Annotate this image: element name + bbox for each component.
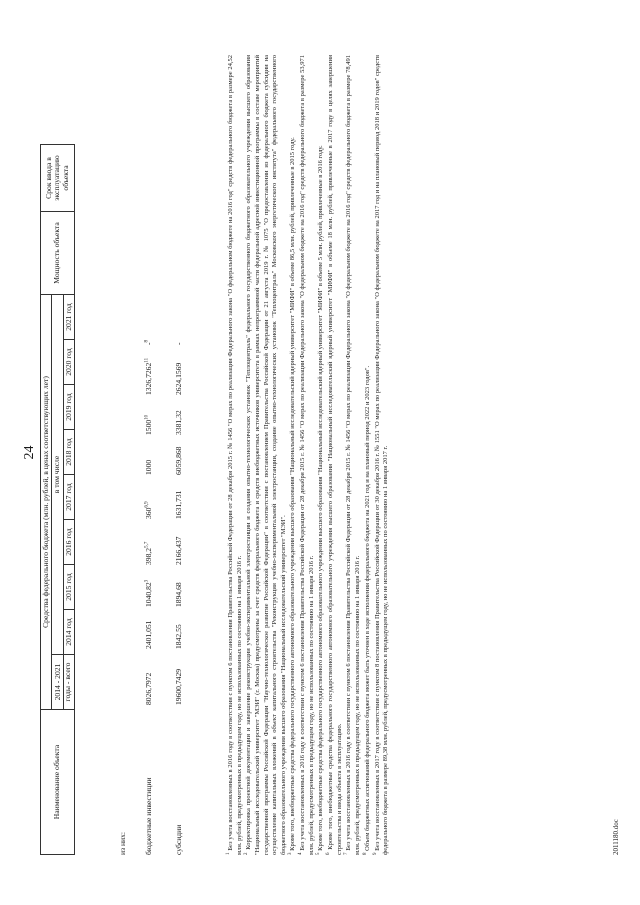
row-total: 19600,7429 [174, 668, 183, 705]
footnote: $^4$ Без учета восстановленных в 2016 году в соответствии с пунктом 6 постановления Правительства Российской Федерации от 28 декабря 2015 г. № 1456 "О мерах по реализации Федерального закона "О федеральном бюджете на 2016 год" средств федерального бюджета в размере 53,971 млн. рублей, предусмотренных в предыдущем году, но не использованных по состоянию на 1 января 2016 г. [298, 54, 315, 855]
of-which-label: из них: [118, 832, 127, 855]
row-2019: 1500$^{10}$ [144, 414, 153, 435]
header-including: в том числе [52, 295, 63, 655]
footnote: $^8$ Объем бюджетных ассигнований федерального бюджета может быть уточнен в ходе исполнения федерального бюджета на 2021 год и на плановый период 2022 и 2023 годов". [362, 365, 371, 855]
row-2014: 2401,051 [144, 620, 153, 649]
header-year: 2018 год [63, 430, 74, 475]
row-2021: -$^8$ [144, 339, 153, 345]
row-2015: 1040,82$^3$ [144, 579, 153, 607]
row-label: субсидии [174, 824, 183, 855]
row-2019: 3381,32 [174, 410, 183, 435]
footnotes [226, 55, 391, 855]
header-year: 2019 год [63, 385, 74, 430]
header-year: 2015 год [63, 565, 74, 610]
header-year: 2014 год [63, 610, 74, 655]
row-2017: 1631,731 [174, 490, 183, 519]
header-year: 2020 год [63, 340, 74, 385]
footnote: $^3$ Кроме того, внебюджетные средства федерального государственного автономного образовательного учреждения высшего образования "Национальный исследовательский ядерный университет "МИФИ" в объеме 86,5 млн. рублей, привлеченные в 2015 году. [288, 137, 297, 855]
row-2018: 1000 [144, 459, 153, 475]
row-2016: 398,2$^{5,7}$ [144, 541, 153, 565]
page-number: 24 [22, 445, 37, 460]
footnote: $^9$ Без учета восстановленных в 2017 году в соответствии с пунктом 8 постановления Правительства Российской Федерации от 30 декабря 2016 г. № 1551 "О мерах по реализации Федерального закона "О федеральном бюджете на 2017 год и на плановый период 2018 и 2019 годов" средств федерального бюджета в размере 89,38 млн. рублей, предусмотренных в предыдущем году, но не использованных по состоянию на 1 января 2017 г. [372, 54, 390, 855]
footnote: $^5$ Кроме того, внебюджетные средства федерального государственного автономного образовательного учреждения высшего образования "Национальный исследовательский ядерный университет "МИФИ" в объеме 5 млн. рублей, привлеченные в 2016 году. [316, 145, 325, 855]
footnote: $^6$ Кроме того, внебюджетные средства федерального государственного автономного образовательного учреждения высшего образования "Национальный исследовательский ядерный университет "МИФИ" в объеме 18 млн. рублей, привлеченные в 2017 году в целях завершения строительства и ввода объекта в эксплуатацию. [326, 55, 343, 855]
row-2020: 2624,1569 [174, 362, 183, 395]
funding-table-header [40, 144, 75, 855]
row-2018: 6059,868 [174, 446, 183, 475]
header-period [52, 655, 75, 710]
row-2021: - [174, 342, 183, 345]
header-year: 2016 год [63, 520, 74, 565]
row-2015: 1894,68 [174, 582, 183, 607]
row-2020: 1326,7262$^{11}$ [144, 357, 153, 395]
header-years-total: годы - всего [63, 655, 72, 709]
footnote: $^2$ Корректировка проектной документации и завершение реконструкции учебно-экспериментальной электростанции и создания опытно-технологических установок "Теплоцентраль" федерального государственного бюджетного образовательного учреждения высшего образования "Национальный исследовательский университет "МЭИ" (г. Москва) предусмотрены за счет средств федерального бюджета и средств внебюджетных источников университета в рамках непрограммной части федеральной адресной инвестиционной программы в составе мероприятий государственной программы Российской Федерации "Научно-технологическое развитие Российской Федерации" в соответствии с постановлением Правительства Российской Федерации от 21 августа 2019 г. № 1075 "О предоставлении из федерального бюджета субсидии на осуществление капитальных вложений в объект капитального строительства "Реконструкция учебно-экспериментальной электростанции, создание опытно-технологических установок "Теплоцентраль" Московского энергетического института" федерального государственного бюджетного образовательного учреждения высшего образования "Национальный исследовательский университет "МЭИ". [244, 54, 287, 855]
header-period-range: 2014 - 2021 [52, 663, 62, 701]
row-label: бюджетные инвестиции [144, 777, 153, 855]
footnote: $^7$ Без учета восстановленных в 2016 году в соответствии с пунктом 6 постановления Правительства Российской Федерации от 28 декабря 2015 г. № 1456 "О мерах по реализации Федерального закона "О федеральном бюджете на 2016 год" средств федерального бюджета в размере 78,491 млн. рублей, предусмотренных в предыдущем году, но не использованных по состоянию на 1 января 2016 г. [344, 54, 362, 855]
header-year: 2021 год [63, 295, 74, 340]
document-code: 2011180.doc [612, 819, 620, 855]
row-total: 8026,7972 [144, 672, 153, 705]
header-year: 2017 год [63, 475, 74, 520]
header-object-name: Наименование объекта [41, 710, 75, 855]
footnote: $^1$ Без учета восстановленных в 2016 году в соответствии с пунктом 6 постановления Правительства Российской Федерации от 28 декабря 2015 г. № 1456 "О мерах по реализации Федерального закона "О федеральном бюджете на 2016 год" средств федерального бюджета в размере 24,52 млн. рублей, предусмотренных в предыдущем году, но не использованных по состоянию на 1 января 2016 г. [226, 54, 243, 855]
header-funding-group: Средства федерального бюджета (млн. рублей, в ценах соответствующих лет) [41, 295, 52, 710]
row-2016: 2166,437 [174, 536, 183, 565]
header-capacity: Мощность объекта [41, 212, 75, 295]
row-2017: 360$^{6,9}$ [144, 501, 153, 519]
header-commissioning: Срок ввода в эксплуатацию объекта [41, 145, 75, 212]
row-2014: 1842,55 [174, 624, 183, 649]
